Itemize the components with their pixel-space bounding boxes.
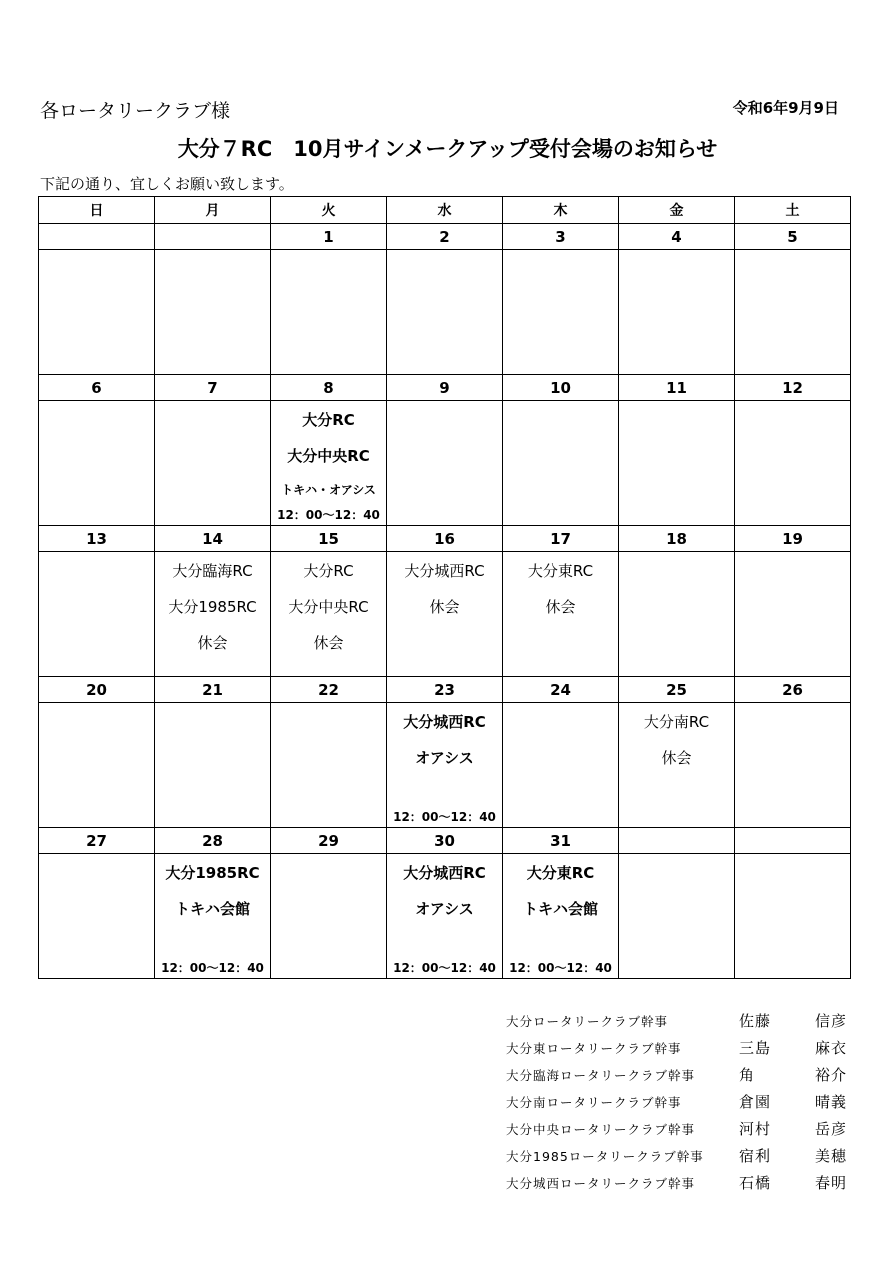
event-time: 12：00〜12：40 [393, 961, 496, 975]
event-status: 休会 [197, 634, 228, 652]
signer-row [506, 1034, 847, 1061]
date-cell: 2 [387, 224, 503, 250]
event-venue: オアシス [415, 749, 474, 767]
signer-given: 信彦 [814, 1012, 847, 1030]
event-club: 大分中央RC [288, 598, 369, 616]
signer-surname: 石橋 [739, 1174, 772, 1192]
event-cell [503, 401, 619, 526]
event-club: 大分1985RC [165, 864, 260, 882]
date-cell: 9 [387, 375, 503, 401]
date-cell: 30 [387, 828, 503, 854]
date-row [39, 375, 851, 401]
event-cell [271, 250, 387, 375]
weekday-mon: 月 [155, 197, 271, 224]
date-row [39, 828, 851, 854]
intro-text: 下記の通り、宜しくお願い致します。 [40, 175, 294, 193]
date-cell: 22 [271, 677, 387, 703]
event-club: 大分RC [302, 411, 355, 429]
event-venue: トキハ会館 [522, 900, 598, 918]
event-cell [39, 552, 155, 677]
event-cell [387, 250, 503, 375]
event-club: 大分東RC [527, 562, 594, 580]
date-cell: 26 [735, 677, 851, 703]
date-cell: 29 [271, 828, 387, 854]
date-cell: 5 [735, 224, 851, 250]
signer-given: 晴義 [814, 1093, 847, 1111]
event-club: 大分城西RC [404, 562, 485, 580]
event-time: 12：00〜12：40 [161, 961, 264, 975]
event-cell [619, 401, 735, 526]
signer-row [506, 1007, 847, 1034]
issue-date: 令和6年9月9日 [732, 99, 839, 117]
event-status: 休会 [429, 598, 460, 616]
event-cell-oct17 [503, 552, 619, 677]
event-cell [735, 854, 851, 979]
date-cell: 20 [39, 677, 155, 703]
date-cell: 24 [503, 677, 619, 703]
date-row [39, 677, 851, 703]
date-row [39, 224, 851, 250]
signer-row [506, 1142, 847, 1169]
event-cell-oct8 [271, 401, 387, 526]
calendar-table [38, 196, 851, 979]
event-cell [735, 401, 851, 526]
date-cell: 25 [619, 677, 735, 703]
event-club: 大分RC [303, 562, 354, 580]
event-cell [271, 703, 387, 828]
date-cell [735, 828, 851, 854]
event-cell [271, 854, 387, 979]
event-cell [39, 250, 155, 375]
signer-list [506, 1007, 847, 1196]
event-cell [735, 703, 851, 828]
event-cell [155, 250, 271, 375]
event-club: 大分南RC [643, 713, 710, 731]
date-cell: 16 [387, 526, 503, 552]
date-cell: 10 [503, 375, 619, 401]
weekday-sat: 土 [735, 197, 851, 224]
signer-row [506, 1088, 847, 1115]
event-cell [619, 854, 735, 979]
signer-surname: 三島 [739, 1039, 772, 1057]
signer-given: 春明 [814, 1174, 847, 1192]
date-cell: 21 [155, 677, 271, 703]
event-time: 12：00〜12：40 [393, 810, 496, 824]
event-cell [155, 401, 271, 526]
event-venue: トキハ・オアシス [281, 483, 376, 497]
date-cell: 14 [155, 526, 271, 552]
signer-given: 麻衣 [814, 1039, 847, 1057]
event-cell-oct23 [387, 703, 503, 828]
event-cell [503, 703, 619, 828]
signer-given: 裕介 [814, 1066, 847, 1084]
event-cell-oct28 [155, 854, 271, 979]
date-cell: 23 [387, 677, 503, 703]
event-venue: トキハ会館 [174, 900, 250, 918]
date-cell: 4 [619, 224, 735, 250]
page-title: 大分７RC 10月サインメークアップ受付会場のお知らせ [177, 137, 718, 161]
addressee: 各ロータリークラブ様 [40, 100, 231, 122]
weekday-header-row [39, 197, 851, 224]
date-cell: 1 [271, 224, 387, 250]
event-cell [155, 703, 271, 828]
event-cell-oct16 [387, 552, 503, 677]
event-status: 休会 [545, 598, 576, 616]
date-cell: 15 [271, 526, 387, 552]
signer-org: 大分臨海ロータリークラブ幹事 [506, 1067, 696, 1083]
event-row [39, 552, 851, 677]
weekday-fri: 金 [619, 197, 735, 224]
date-cell [619, 828, 735, 854]
event-club: 大分臨海RC [172, 562, 253, 580]
event-venue: オアシス [415, 900, 474, 918]
event-cell [387, 401, 503, 526]
signer-org: 大分南ロータリークラブ幹事 [506, 1094, 682, 1110]
weekday-sun: 日 [39, 197, 155, 224]
weekday-thu: 木 [503, 197, 619, 224]
event-status: 休会 [313, 634, 344, 652]
event-cell [39, 854, 155, 979]
signer-org: 大分1985ロータリークラブ幹事 [506, 1148, 704, 1164]
date-cell: 12 [735, 375, 851, 401]
event-club: 大分城西RC [403, 713, 486, 731]
event-status: 休会 [661, 749, 692, 767]
signer-surname: 倉園 [739, 1093, 772, 1111]
signer-row [506, 1169, 847, 1196]
event-cell [735, 552, 851, 677]
event-cell [619, 552, 735, 677]
signer-surname: 角 [739, 1066, 756, 1084]
event-cell [39, 401, 155, 526]
signer-org: 大分ロータリークラブ幹事 [506, 1013, 669, 1029]
signer-row [506, 1115, 847, 1142]
signer-given: 岳彦 [814, 1120, 847, 1138]
signer-row [506, 1061, 847, 1088]
signer-surname: 河村 [739, 1120, 772, 1138]
event-cell [39, 703, 155, 828]
event-club: 大分1985RC [168, 598, 257, 616]
date-cell: 31 [503, 828, 619, 854]
event-row [39, 703, 851, 828]
event-cell [735, 250, 851, 375]
event-row [39, 250, 851, 375]
event-cell [503, 250, 619, 375]
date-cell: 19 [735, 526, 851, 552]
date-cell: 7 [155, 375, 271, 401]
date-cell: 11 [619, 375, 735, 401]
signer-surname: 宿利 [739, 1147, 772, 1165]
event-row [39, 401, 851, 526]
date-cell [39, 224, 155, 250]
date-row [39, 526, 851, 552]
event-club: 大分中央RC [287, 447, 370, 465]
weekday-tue: 火 [271, 197, 387, 224]
date-cell [155, 224, 271, 250]
event-cell-oct30 [387, 854, 503, 979]
signer-org: 大分城西ロータリークラブ幹事 [506, 1175, 696, 1191]
signer-surname: 佐藤 [739, 1012, 772, 1030]
date-cell: 18 [619, 526, 735, 552]
weekday-wed: 水 [387, 197, 503, 224]
event-cell-oct15 [271, 552, 387, 677]
event-time: 12：00〜12：40 [509, 961, 612, 975]
event-time: 12：00〜12：40 [277, 508, 380, 522]
date-cell: 28 [155, 828, 271, 854]
signer-org: 大分中央ロータリークラブ幹事 [506, 1121, 696, 1137]
date-cell: 8 [271, 375, 387, 401]
date-cell: 13 [39, 526, 155, 552]
event-cell-oct25 [619, 703, 735, 828]
event-row [39, 854, 851, 979]
event-cell-oct31 [503, 854, 619, 979]
date-cell: 3 [503, 224, 619, 250]
signer-given: 美穂 [814, 1147, 847, 1165]
signer-org: 大分東ロータリークラブ幹事 [506, 1040, 682, 1056]
date-cell: 17 [503, 526, 619, 552]
event-cell [619, 250, 735, 375]
event-club: 大分城西RC [403, 864, 486, 882]
event-club: 大分東RC [526, 864, 595, 882]
date-cell: 6 [39, 375, 155, 401]
date-cell: 27 [39, 828, 155, 854]
event-cell-oct14 [155, 552, 271, 677]
